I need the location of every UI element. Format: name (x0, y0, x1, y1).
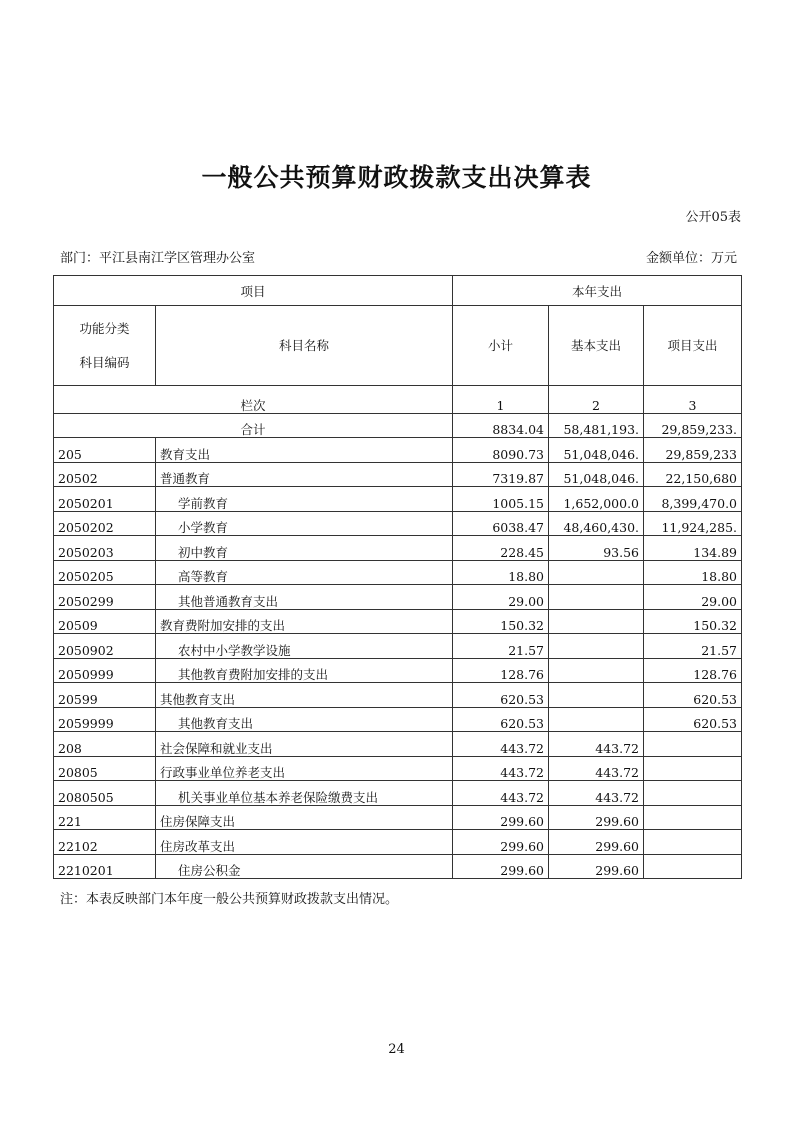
subtotal-cell: 443.72 (453, 732, 549, 757)
header-basic: 基本支出 (549, 306, 644, 386)
table-row (54, 830, 742, 855)
basic-cell (549, 585, 644, 610)
subject-name: 小学教育 (156, 511, 453, 536)
header-subtotal: 小计 (453, 306, 549, 386)
subject-code: 2050299 (54, 585, 156, 610)
project-cell (644, 854, 742, 879)
subtotal-cell: 228.45 (453, 536, 549, 561)
expenditure-table (53, 275, 742, 879)
project-cell (644, 830, 742, 855)
basic-cell: 443.72 (549, 756, 644, 781)
basic-cell (549, 658, 644, 683)
table-note: 注：本表反映部门本年度一般公共预算财政拨款支出情况。 (60, 892, 399, 907)
subject-name: 其他普通教育支出 (156, 585, 453, 610)
subject-code: 20805 (54, 756, 156, 781)
table-row (54, 585, 742, 610)
project-cell (644, 756, 742, 781)
subject-name: 机关事业单位基本养老保险缴费支出 (156, 781, 453, 806)
subject-name: 社会保障和就业支出 (156, 732, 453, 757)
project-cell: 18.80 (644, 560, 742, 585)
header-text: 科目编码 (79, 354, 130, 370)
header-text: 功能分类 (79, 320, 130, 336)
subtotal-cell: 1005.15 (453, 487, 549, 512)
subtotal-cell: 8090.73 (453, 438, 549, 463)
subject-name: 教育费附加安排的支出 (156, 609, 453, 634)
subject-name: 其他教育费附加安排的支出 (156, 658, 453, 683)
table-row (54, 511, 742, 536)
project-cell: 11,924,285. (644, 511, 742, 536)
project-cell: 29,859,233 (644, 438, 742, 463)
subject-code: 2050999 (54, 658, 156, 683)
table-row (54, 634, 742, 659)
basic-cell: 48,460,430. (549, 511, 644, 536)
basic-cell: 299.60 (549, 830, 644, 855)
subtotal-cell: 443.72 (453, 756, 549, 781)
total-subtotal: 8834.04 (453, 414, 549, 438)
project-cell: 620.53 (644, 683, 742, 708)
subject-code: 20599 (54, 683, 156, 708)
basic-cell: 1,652,000.0 (549, 487, 644, 512)
table-row (54, 487, 742, 512)
subject-code: 2050201 (54, 487, 156, 512)
table-row (54, 854, 742, 879)
project-cell (644, 781, 742, 806)
subtotal-cell: 7319.87 (453, 462, 549, 487)
basic-cell: 299.60 (549, 854, 644, 879)
basic-cell: 443.72 (549, 732, 644, 757)
basic-cell: 443.72 (549, 781, 644, 806)
subject-name: 农村中小学教学设施 (156, 634, 453, 659)
page-number: 24 (388, 1042, 405, 1057)
page-title: 一般公共预算财政拨款支出决算表 (201, 163, 592, 192)
total-label: 合计 (54, 414, 453, 438)
header-item: 项目 (54, 276, 453, 306)
basic-cell (549, 634, 644, 659)
header-current-year: 本年支出 (453, 276, 742, 306)
table-row (54, 805, 742, 830)
basic-cell: 93.56 (549, 536, 644, 561)
subtotal-cell: 18.80 (453, 560, 549, 585)
project-cell: 21.57 (644, 634, 742, 659)
header-row (54, 306, 742, 386)
table-row (54, 609, 742, 634)
column-number: 2 (549, 386, 644, 414)
column-number: 3 (644, 386, 742, 414)
subject-code: 20502 (54, 462, 156, 487)
subtotal-cell: 299.60 (453, 854, 549, 879)
total-project: 29,859,233. (644, 414, 742, 438)
subject-name: 住房保障支出 (156, 805, 453, 830)
subtotal-cell: 150.32 (453, 609, 549, 634)
subtotal-cell: 29.00 (453, 585, 549, 610)
basic-cell (549, 609, 644, 634)
subtotal-cell: 128.76 (453, 658, 549, 683)
project-cell (644, 805, 742, 830)
amount-unit-label: 金额单位：万元 (645, 251, 737, 266)
subject-code: 221 (54, 805, 156, 830)
subject-code: 2210201 (54, 854, 156, 879)
table-row (54, 658, 742, 683)
header-project: 项目支出 (644, 306, 742, 386)
project-cell: 150.32 (644, 609, 742, 634)
basic-cell (549, 683, 644, 708)
table-row (54, 732, 742, 757)
subject-name: 其他教育支出 (156, 707, 453, 732)
project-cell (644, 732, 742, 757)
total-row (54, 414, 742, 438)
subject-name: 学前教育 (156, 487, 453, 512)
column-number: 1 (453, 386, 549, 414)
project-cell: 620.53 (644, 707, 742, 732)
subtotal-cell: 21.57 (453, 634, 549, 659)
subtotal-cell: 443.72 (453, 781, 549, 806)
total-basic: 58,481,193. (549, 414, 644, 438)
subtotal-cell: 6038.47 (453, 511, 549, 536)
subject-name: 住房公积金 (156, 854, 453, 879)
project-cell: 134.89 (644, 536, 742, 561)
subject-name: 其他教育支出 (156, 683, 453, 708)
column-number-label: 栏次 (54, 386, 453, 414)
table-row (54, 707, 742, 732)
basic-cell: 51,048,046. (549, 438, 644, 463)
subject-name: 住房改革支出 (156, 830, 453, 855)
subject-code: 2059999 (54, 707, 156, 732)
header-subject-name: 科目名称 (156, 306, 453, 386)
column-number-row (54, 386, 742, 414)
subject-name: 初中教育 (156, 536, 453, 561)
table-row (54, 438, 742, 463)
basic-cell: 51,048,046. (549, 462, 644, 487)
subject-code: 20509 (54, 609, 156, 634)
table-row (54, 781, 742, 806)
subject-name: 普通教育 (156, 462, 453, 487)
project-cell: 22,150,680 (644, 462, 742, 487)
header-function-code (54, 306, 156, 386)
subject-code: 2080505 (54, 781, 156, 806)
header-row (54, 276, 742, 306)
subject-code: 2050202 (54, 511, 156, 536)
basic-cell (549, 560, 644, 585)
subtotal-cell: 299.60 (453, 830, 549, 855)
project-cell: 128.76 (644, 658, 742, 683)
form-number: 公开05表 (685, 210, 741, 225)
subject-name: 高等教育 (156, 560, 453, 585)
table-row (54, 756, 742, 781)
subtotal-cell: 620.53 (453, 683, 549, 708)
department-label: 部门：平江县南江学区管理办公室 (60, 251, 256, 266)
basic-cell: 299.60 (549, 805, 644, 830)
subtotal-cell: 299.60 (453, 805, 549, 830)
table-row (54, 462, 742, 487)
subject-code: 2050902 (54, 634, 156, 659)
table-row (54, 536, 742, 561)
subject-code: 2050205 (54, 560, 156, 585)
project-cell: 8,399,470.0 (644, 487, 742, 512)
subject-code: 208 (54, 732, 156, 757)
table-row (54, 683, 742, 708)
subject-code: 205 (54, 438, 156, 463)
basic-cell (549, 707, 644, 732)
subject-name: 行政事业单位养老支出 (156, 756, 453, 781)
subject-code: 2050203 (54, 536, 156, 561)
table-row (54, 560, 742, 585)
subject-code: 22102 (54, 830, 156, 855)
subject-name: 教育支出 (156, 438, 453, 463)
project-cell: 29.00 (644, 585, 742, 610)
subtotal-cell: 620.53 (453, 707, 549, 732)
